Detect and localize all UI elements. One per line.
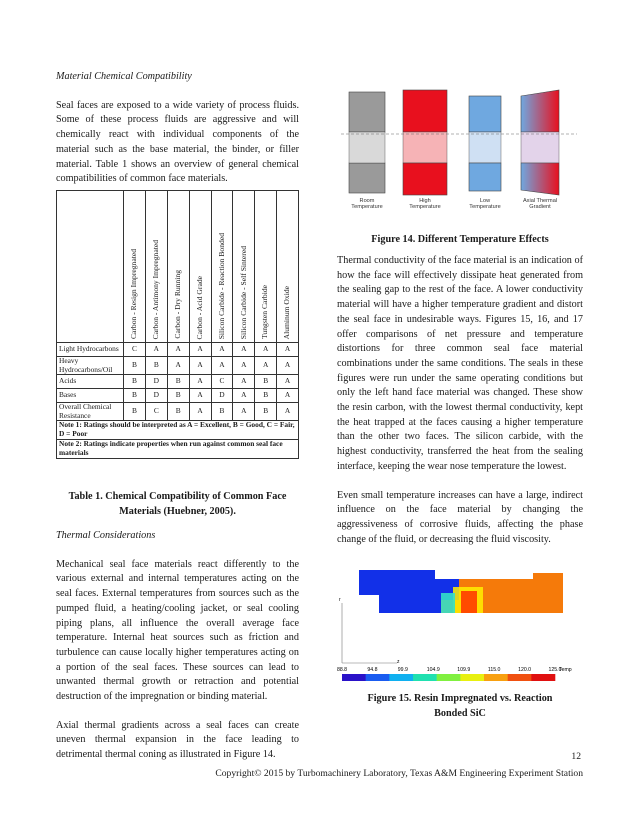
left-column-lower <box>56 529 299 763</box>
rating-cell: A <box>211 357 233 375</box>
rating-cell: A <box>211 343 233 357</box>
figure-14 <box>337 78 583 218</box>
page-number: 12 <box>571 751 581 762</box>
figure-15 <box>337 565 583 683</box>
axis-z-label: z <box>397 659 400 665</box>
rating-cell: B <box>255 389 277 403</box>
column-header: Silicon Carbide - Self Sintered <box>233 191 255 343</box>
right-column <box>337 254 583 547</box>
column-header: Silicon Carbide - Reaction Bonded <box>211 191 233 343</box>
chemical-table-wrapper <box>56 190 299 459</box>
rating-cell: C <box>211 375 233 389</box>
temperature-scale <box>342 674 555 681</box>
paragraph-chemical: Seal faces are exposed to a wide variety of process fluids. Some of these process fluids are aggressive and will chemically react with individual components of the material such as the base material, the binder, or filler material. Table 1 shows an overview of general chemical compatibilities of common face materials. <box>56 99 299 185</box>
scale-unit-label: Temp <box>559 667 572 673</box>
gradient-lower-ring <box>521 163 559 195</box>
figure-14-illustration <box>337 78 583 218</box>
table-note-row <box>57 439 299 458</box>
paragraph-thermal-1: Mechanical seal face materials react differently to the various external and internal temperatures acting on the seal faces. External temperatures from sources such as the pumped fluid, a heating/cooling jacket, or seal cooling piping plans, all influence the overall average face temperature. Internal heat sources such as friction and turbulence can cause locally higher temperatures acting on a portion of the seal faces. These sources can lead to unwanted thermal growth or retraction and potential destruction of the impregnation or binding material. <box>56 558 299 703</box>
row-label: Overall Chemical Resistance <box>57 403 124 421</box>
table-note-1: Note 1: Ratings should be interpreted as A = Excellent, B = Good, C = Fair, D = Poor <box>57 421 299 440</box>
room-temp-face <box>349 132 385 163</box>
column-header: Carbon - Dry Running <box>167 191 189 343</box>
rating-cell: A <box>145 343 167 357</box>
table-note-2: Note 2: Ratings indicate properties when run against common seal face materials <box>57 439 299 458</box>
rating-cell: B <box>124 375 146 389</box>
section-heading-chemical: Material Chemical Compatibility <box>56 71 192 82</box>
rating-cell: A <box>277 375 299 389</box>
label-low-temp: Low Temperature <box>469 198 501 210</box>
copyright-footer: Copyright© 2015 by Turbomachinery Laboratory, Texas A&M Engineering Experiment Station <box>215 768 583 779</box>
scale-tick-label: 94.8 <box>367 667 378 673</box>
rating-cell: A <box>189 375 211 389</box>
rating-cell: A <box>189 357 211 375</box>
rating-cell: B <box>124 389 146 403</box>
scale-tick-label: 115.0 <box>487 667 501 673</box>
high-temp-lower-ring <box>403 163 447 195</box>
scale-swatch <box>389 674 413 681</box>
table-note-row <box>57 421 299 440</box>
scale-tick-label: 99.9 <box>397 667 408 673</box>
column-header: Carbon - Resign Impregnated <box>124 191 146 343</box>
low-temp-upper-ring <box>469 96 501 132</box>
table-row <box>57 357 299 375</box>
paragraph-thermal-2: Axial thermal gradients across a seal faces can create uneven thermal expansion in the face leading to detrimental thermal coning as illustrated in Figure 14. <box>56 719 299 761</box>
scale-swatch <box>508 674 532 681</box>
scale-swatch <box>413 674 437 681</box>
rating-cell: B <box>255 403 277 421</box>
rating-cell: B <box>167 389 189 403</box>
scale-tick-label: 104.9 <box>426 667 440 673</box>
paragraph-temperature-influence: Even small temperature increases can have a large, indirect influence on the face material by changing the aggressiveness of corrosive fluids, affecting the phase change of the fluid, or decreasing the fluid viscosity. <box>337 489 583 545</box>
gradient-face <box>521 132 559 163</box>
scale-swatch <box>366 674 390 681</box>
chemical-compatibility-table <box>56 190 299 459</box>
rating-cell: A <box>233 343 255 357</box>
gradient-upper-ring <box>521 90 559 132</box>
label-room-temp: Room Temperature <box>351 198 383 210</box>
section-heading-thermal: Thermal Considerations <box>56 530 156 541</box>
row-label: Bases <box>57 389 124 403</box>
rating-cell: B <box>124 403 146 421</box>
table-row <box>57 343 299 357</box>
rating-cell: A <box>189 343 211 357</box>
rating-cell: A <box>233 375 255 389</box>
rating-cell: B <box>124 357 146 375</box>
rating-cell: A <box>167 357 189 375</box>
table-header-row <box>57 191 299 343</box>
hot-spot-cyan <box>441 593 455 613</box>
figure-15-caption: Figure 15. Resin Impregnated vs. Reaction Bonded SiC <box>367 693 553 719</box>
scale-swatch <box>484 674 508 681</box>
high-temp-upper-ring <box>403 90 447 132</box>
rating-cell: A <box>277 343 299 357</box>
room-temp-upper-ring <box>349 92 385 132</box>
rating-cell: A <box>167 343 189 357</box>
rating-cell: A <box>277 357 299 375</box>
rating-cell: C <box>124 343 146 357</box>
table-row <box>57 403 299 421</box>
rating-cell: A <box>189 389 211 403</box>
column-header: Aluminum Oxide <box>277 191 299 343</box>
rating-cell: B <box>211 403 233 421</box>
label-high-temp: High Temperature <box>409 198 441 210</box>
high-temp-face <box>403 132 447 163</box>
scale-tick-label: 88.8 <box>337 667 348 673</box>
table-corner-cell <box>57 191 124 343</box>
rating-cell: B <box>145 357 167 375</box>
left-column <box>56 70 299 187</box>
scale-tick-label: 120.0 <box>518 667 532 673</box>
row-label: Heavy Hydrocarbons/Oil <box>57 357 124 375</box>
low-temp-lower-ring <box>469 163 501 191</box>
rating-cell: A <box>277 403 299 421</box>
rating-cell: D <box>211 389 233 403</box>
rating-cell: D <box>145 375 167 389</box>
rating-cell: A <box>255 357 277 375</box>
scale-swatch <box>460 674 484 681</box>
scale-swatch <box>437 674 461 681</box>
rating-cell: A <box>233 403 255 421</box>
row-label: Acids <box>57 375 124 389</box>
rating-cell: B <box>255 375 277 389</box>
row-label: Light Hydrocarbons <box>57 343 124 357</box>
figure-15-illustration <box>337 565 583 683</box>
scale-tick-label: 109.9 <box>457 667 471 673</box>
temperature-scale-labels <box>337 667 562 673</box>
column-header: Carbon - Antimony Impregnated <box>145 191 167 343</box>
room-temp-lower-ring <box>349 163 385 193</box>
rating-cell: D <box>145 389 167 403</box>
rating-cell: A <box>255 343 277 357</box>
axis-r-label: r <box>339 597 341 603</box>
figure-14-caption: Figure 14. Different Temperature Effects <box>371 234 549 245</box>
rating-cell: A <box>233 357 255 375</box>
scale-swatch <box>531 674 555 681</box>
low-temp-face <box>469 132 501 163</box>
table-row <box>57 375 299 389</box>
rating-cell: B <box>167 403 189 421</box>
rating-cell: A <box>277 389 299 403</box>
table-row <box>57 389 299 403</box>
column-header: Carbon - Acid Grade <box>189 191 211 343</box>
paragraph-conductivity: Thermal conductivity of the face material is an indication of how the face will effectively dissipate heat generated from the sealing gap to the rest of the face. A lower conductivity material will have a higher temperature gradient and distort the seal face in undesirable ways. Figures 15, 16, and 17 offer comparisons of net pressure and temperature distortions for three common seal face material combinations under the same conditions. The seals in these figures were run under the same operating conditions but only the left hand face material was changed. These show the resin carbon, with the lowest thermal conductivity, kept the heat trapped at the faces causing a higher temperature than the other two faces. The silicon carbide, with the highest conductivity, transferred the heat from the sealing interface, keeping the wear nose temperature the lowest. <box>337 255 583 472</box>
label-axial-gradient: Axial Thermal Gradient <box>522 198 558 210</box>
scale-swatch <box>342 674 366 681</box>
rating-cell: A <box>189 403 211 421</box>
table-caption: Table 1. Chemical Compatibility of Common Face Materials (Huebner, 2005). <box>68 491 287 517</box>
rating-cell: A <box>233 389 255 403</box>
column-header: Tungsten Carbide <box>255 191 277 343</box>
rating-cell: B <box>167 375 189 389</box>
scale-tick-label: 125.0 <box>548 667 562 673</box>
hot-spot-red <box>461 591 477 613</box>
rating-cell: C <box>145 403 167 421</box>
